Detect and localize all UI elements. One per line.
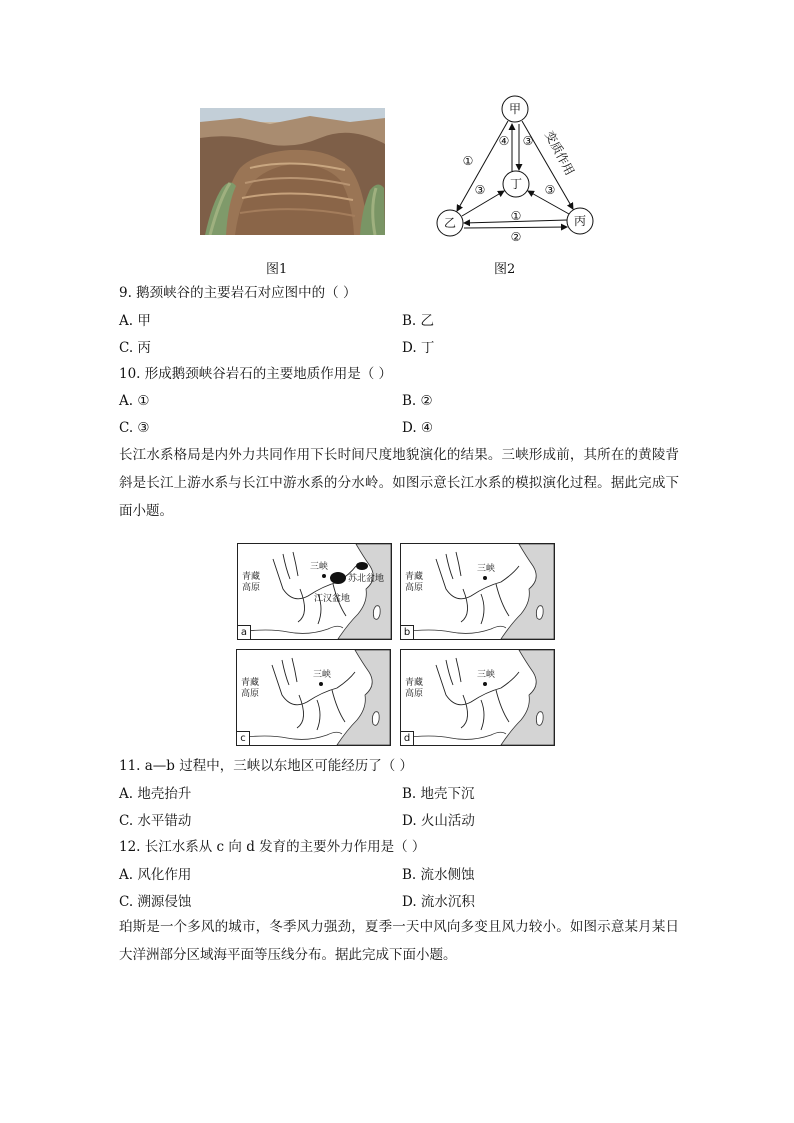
q9-option-b[interactable]: B. 乙 [402, 313, 435, 329]
q11-option-b[interactable]: B. 地壳下沉 [402, 786, 475, 802]
sea-area [338, 544, 391, 639]
river-line [317, 700, 320, 730]
passage-perth: 珀斯是一个多风的城市，冬季风力强劲，夏季一天中风向多变且风力较小。如图示意某月某日大洋洲部分区域海平面等压线分布。据此完成下面小题。 [119, 919, 679, 963]
taiwan-island [373, 606, 380, 620]
label-qingzang-plateau: 青藏 高原 [405, 678, 424, 699]
sea-area [501, 544, 554, 639]
map-drawing [401, 544, 554, 639]
southern-boundary [401, 732, 506, 739]
southern-boundary [401, 626, 506, 633]
label-jia-ding: ③ [522, 134, 534, 148]
label-sanxia: 三峡 [310, 562, 329, 572]
canyon-photo [200, 108, 385, 235]
taiwan-island [536, 606, 543, 620]
q12-option-d[interactable]: D. 流水沉积 [402, 894, 475, 910]
river-line [446, 660, 453, 685]
river-line [481, 594, 484, 624]
label-ding-jia: ④ [498, 134, 510, 148]
label-qingzang-plateau: 青藏 高原 [241, 678, 260, 699]
river-line [283, 554, 290, 579]
sanxia-marker [483, 682, 487, 686]
taiwan-island [536, 712, 543, 726]
q10-option-b[interactable]: B. ② [402, 393, 433, 409]
q10-option-a[interactable]: A. ① [119, 393, 150, 409]
figure2-caption: 图2 [494, 262, 516, 277]
label-sanxia: 三峡 [477, 670, 496, 680]
map-drawing [401, 650, 554, 745]
label-sanxia: 三峡 [313, 670, 332, 680]
label-bing-yi: ① [510, 209, 522, 223]
label-yi-ding: ③ [474, 183, 486, 197]
panel-letter: b [401, 625, 414, 639]
label-jianghan-basin: 江汉盆地 [314, 594, 351, 604]
label-subei-basin: 苏北盆地 [348, 574, 385, 584]
sea-area [337, 650, 390, 745]
q10-option-d[interactable]: D. ④ [402, 420, 434, 436]
label-sanxia: 三峡 [477, 564, 496, 574]
node-ding-label: 丁 [509, 177, 523, 191]
river-line [293, 552, 298, 576]
q11-option-c[interactable]: C. 水平错动 [119, 813, 192, 829]
river-line [292, 658, 297, 682]
node-jia-label: 甲 [508, 102, 522, 116]
southern-boundary [238, 626, 343, 633]
rock-cycle-diagram [430, 93, 600, 245]
figure1-caption: 图1 [266, 262, 288, 277]
label-metamorphism: 变质作用 [542, 128, 577, 178]
q10-stem: 10. 形成鹅颈峡谷岩石的主要地质作用是（ ） [119, 366, 393, 382]
label-jia-yi: ① [462, 154, 474, 168]
map-panel-b [400, 543, 555, 640]
q12-stem: 12. 长江水系从 c 向 d 发育的主要外力作用是（ ） [119, 839, 426, 855]
river-line [481, 700, 484, 730]
q9-option-d[interactable]: D. 丁 [402, 340, 435, 356]
southern-boundary [237, 732, 342, 739]
map-panel-d [400, 649, 555, 746]
river-line [282, 660, 289, 685]
river-line [461, 589, 468, 622]
panel-letter: a [238, 625, 251, 639]
label-qingzang-plateau: 青藏 高原 [405, 572, 424, 593]
river-line [456, 658, 461, 682]
sanxia-marker [483, 576, 487, 580]
river-line [496, 690, 509, 722]
subei-basin-shape [356, 562, 368, 570]
sanxia-marker [322, 574, 326, 578]
q9-stem: 9. 鹅颈峡谷的主要岩石对应图中的（ ） [119, 285, 357, 301]
river-line [332, 690, 345, 722]
q10-option-c[interactable]: C. ③ [119, 420, 150, 436]
sea-area [501, 650, 554, 745]
map-drawing [238, 544, 391, 639]
label-yi-bing: ② [510, 230, 522, 244]
sanxia-marker [319, 682, 323, 686]
river-line [461, 695, 468, 728]
taiwan-island [372, 712, 379, 726]
q11-stem: 11. a—b 过程中，三峡以东地区可能经历了（ ） [119, 758, 414, 774]
river-line [297, 695, 304, 728]
map-panel-a [237, 543, 392, 640]
q9-option-c[interactable]: C. 丙 [119, 340, 151, 356]
q11-option-d[interactable]: D. 火山活动 [402, 813, 475, 829]
jianghan-basin-shape [330, 572, 346, 584]
map-drawing [237, 650, 390, 745]
node-bing-label: 丙 [573, 214, 587, 228]
q12-option-c[interactable]: C. 溯源侵蚀 [119, 894, 192, 910]
river-line [298, 589, 305, 622]
river-line [496, 584, 509, 616]
q9-option-a[interactable]: A. 甲 [119, 313, 151, 329]
river-line [446, 554, 453, 579]
node-yi-label: 乙 [443, 216, 457, 230]
q11-option-a[interactable]: A. 地壳抬升 [119, 786, 192, 802]
arrow-yi-bing [464, 227, 567, 228]
label-qingzang-plateau: 青藏 高原 [242, 572, 261, 593]
canyon-illustration [200, 108, 385, 235]
map-panel-c [236, 649, 391, 746]
q12-option-a[interactable]: A. 风化作用 [119, 867, 192, 883]
passage-yangtze: 长江水系格局是内外力共同作用下长时间尺度地貌演化的结果。三峡形成前，其所在的黄陵背斜是长江上游水系与长江中游水系的分水岭。如图示意长江水系的模拟演化过程。据此完成下面小题。 [119, 447, 679, 519]
panel-letter: d [401, 731, 414, 745]
panel-letter: c [237, 731, 250, 745]
river-line [456, 552, 461, 576]
label-bing-ding: ③ [544, 183, 556, 197]
q12-option-b[interactable]: B. 流水侧蚀 [402, 867, 475, 883]
